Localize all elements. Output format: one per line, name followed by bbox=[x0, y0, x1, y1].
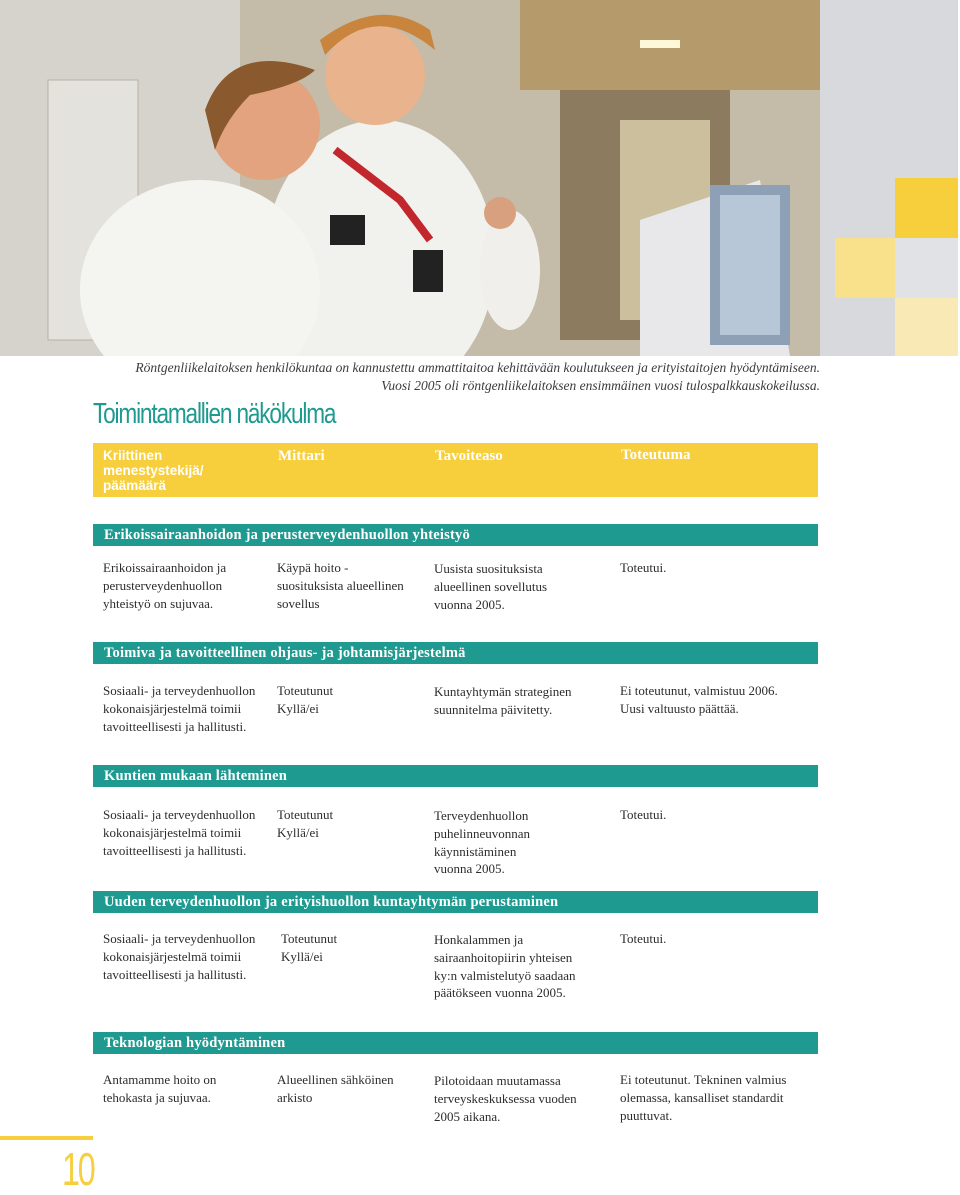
row-4-metric: Toteutunut Kyllä/ei bbox=[281, 931, 338, 964]
row-1-metric: Käypä hoito - suosituksista alueellinen sovellus bbox=[277, 560, 404, 611]
section-band-2: Toimiva ja tavoitteellinen ohjaus- ja johtamisjärjestelmä bbox=[93, 642, 818, 664]
hospital-staff-photo bbox=[0, 0, 958, 356]
row-4-factor: Sosiaali- ja terveydenhuollon kokonaisjärjestelmä toimii tavoitteellisesti ja hallitusti. bbox=[103, 931, 256, 982]
row-4-target: Honkalammen ja sairaanhoitopiirin yhteisen ky:n valmistelutyö saadaan päätökseen vuonna 2005. bbox=[434, 932, 576, 1001]
row-3-target: Terveydenhuollon puhelinneuvonnan käynnistäminen vuonna 2005. bbox=[434, 808, 531, 877]
row-2-target: Kuntayhtymän strateginen suunnitelma päivitetty. bbox=[434, 684, 572, 717]
table-header bbox=[93, 443, 818, 497]
photo-caption-line-1: Röntgenliikelaitoksen henkilökuntaa on kannustettu ammattitaitoa kehittävään koulutukseen ja erityistaitojen hyödyntämiseen. bbox=[135, 360, 820, 375]
row-3-factor: Sosiaali- ja terveydenhuollon kokonaisjärjestelmä toimii tavoitteellisesti ja hallitusti. bbox=[103, 807, 256, 858]
page-number-rule bbox=[0, 1136, 93, 1140]
row-5-realization: Ei toteutunut. Tekninen valmius olemassa, kansalliset standardit puuttuvat. bbox=[620, 1072, 787, 1123]
section-band-4: Uuden terveydenhuollon ja erityishuollon kuntayhtymän perustaminen bbox=[93, 891, 818, 913]
page-number: 10 bbox=[62, 1143, 94, 1195]
row-1-realization: Toteutui. bbox=[620, 560, 667, 575]
photo-caption-line-2: Vuosi 2005 oli röntgenliikelaitoksen ensimmäinen vuosi tulospalkkauskokeilussa. bbox=[381, 378, 820, 393]
row-1-target: Uusista suosituksista alueellinen sovellutus vuonna 2005. bbox=[434, 561, 548, 612]
row-5-factor: Antamamme hoito on tehokasta ja sujuvaa. bbox=[103, 1072, 217, 1105]
header-metric: Mittari bbox=[278, 448, 325, 464]
row-3-metric: Toteutunut Kyllä/ei bbox=[277, 807, 334, 840]
section-band-1: Erikoissairaanhoidon ja perusterveydenhuollon yhteistyö bbox=[93, 524, 818, 546]
row-5-metric: Alueellinen sähköinen arkisto bbox=[277, 1072, 394, 1105]
row-2-metric: Toteutunut Kyllä/ei bbox=[277, 683, 334, 716]
header-critical-success-factor: Kriittinen menestystekijä/ päämäärä bbox=[103, 448, 204, 493]
header-target-level: Tavoiteaso bbox=[435, 448, 503, 464]
header-realization: Toteutuma bbox=[621, 447, 691, 463]
section-title: Toimintamallien näkökulma bbox=[93, 398, 336, 430]
row-2-factor: Sosiaali- ja terveydenhuollon kokonaisjärjestelmä toimii tavoitteellisesti ja hallitusti. bbox=[103, 683, 256, 734]
row-3-realization: Toteutui. bbox=[620, 807, 667, 822]
row-2-realization: Ei toteutunut, valmistuu 2006. Uusi valtuusto päättää. bbox=[620, 683, 778, 716]
row-5-target: Pilotoidaan muutamassa terveyskeskuksessa vuoden 2005 aikana. bbox=[434, 1073, 577, 1124]
row-1-factor: Erikoissairaanhoidon ja perusterveydenhuollon yhteistyö on sujuvaa. bbox=[103, 560, 227, 611]
section-band-5: Teknologian hyödyntäminen bbox=[93, 1032, 818, 1054]
section-band-3: Kuntien mukaan lähteminen bbox=[93, 765, 818, 787]
row-4-realization: Toteutui. bbox=[620, 931, 667, 946]
